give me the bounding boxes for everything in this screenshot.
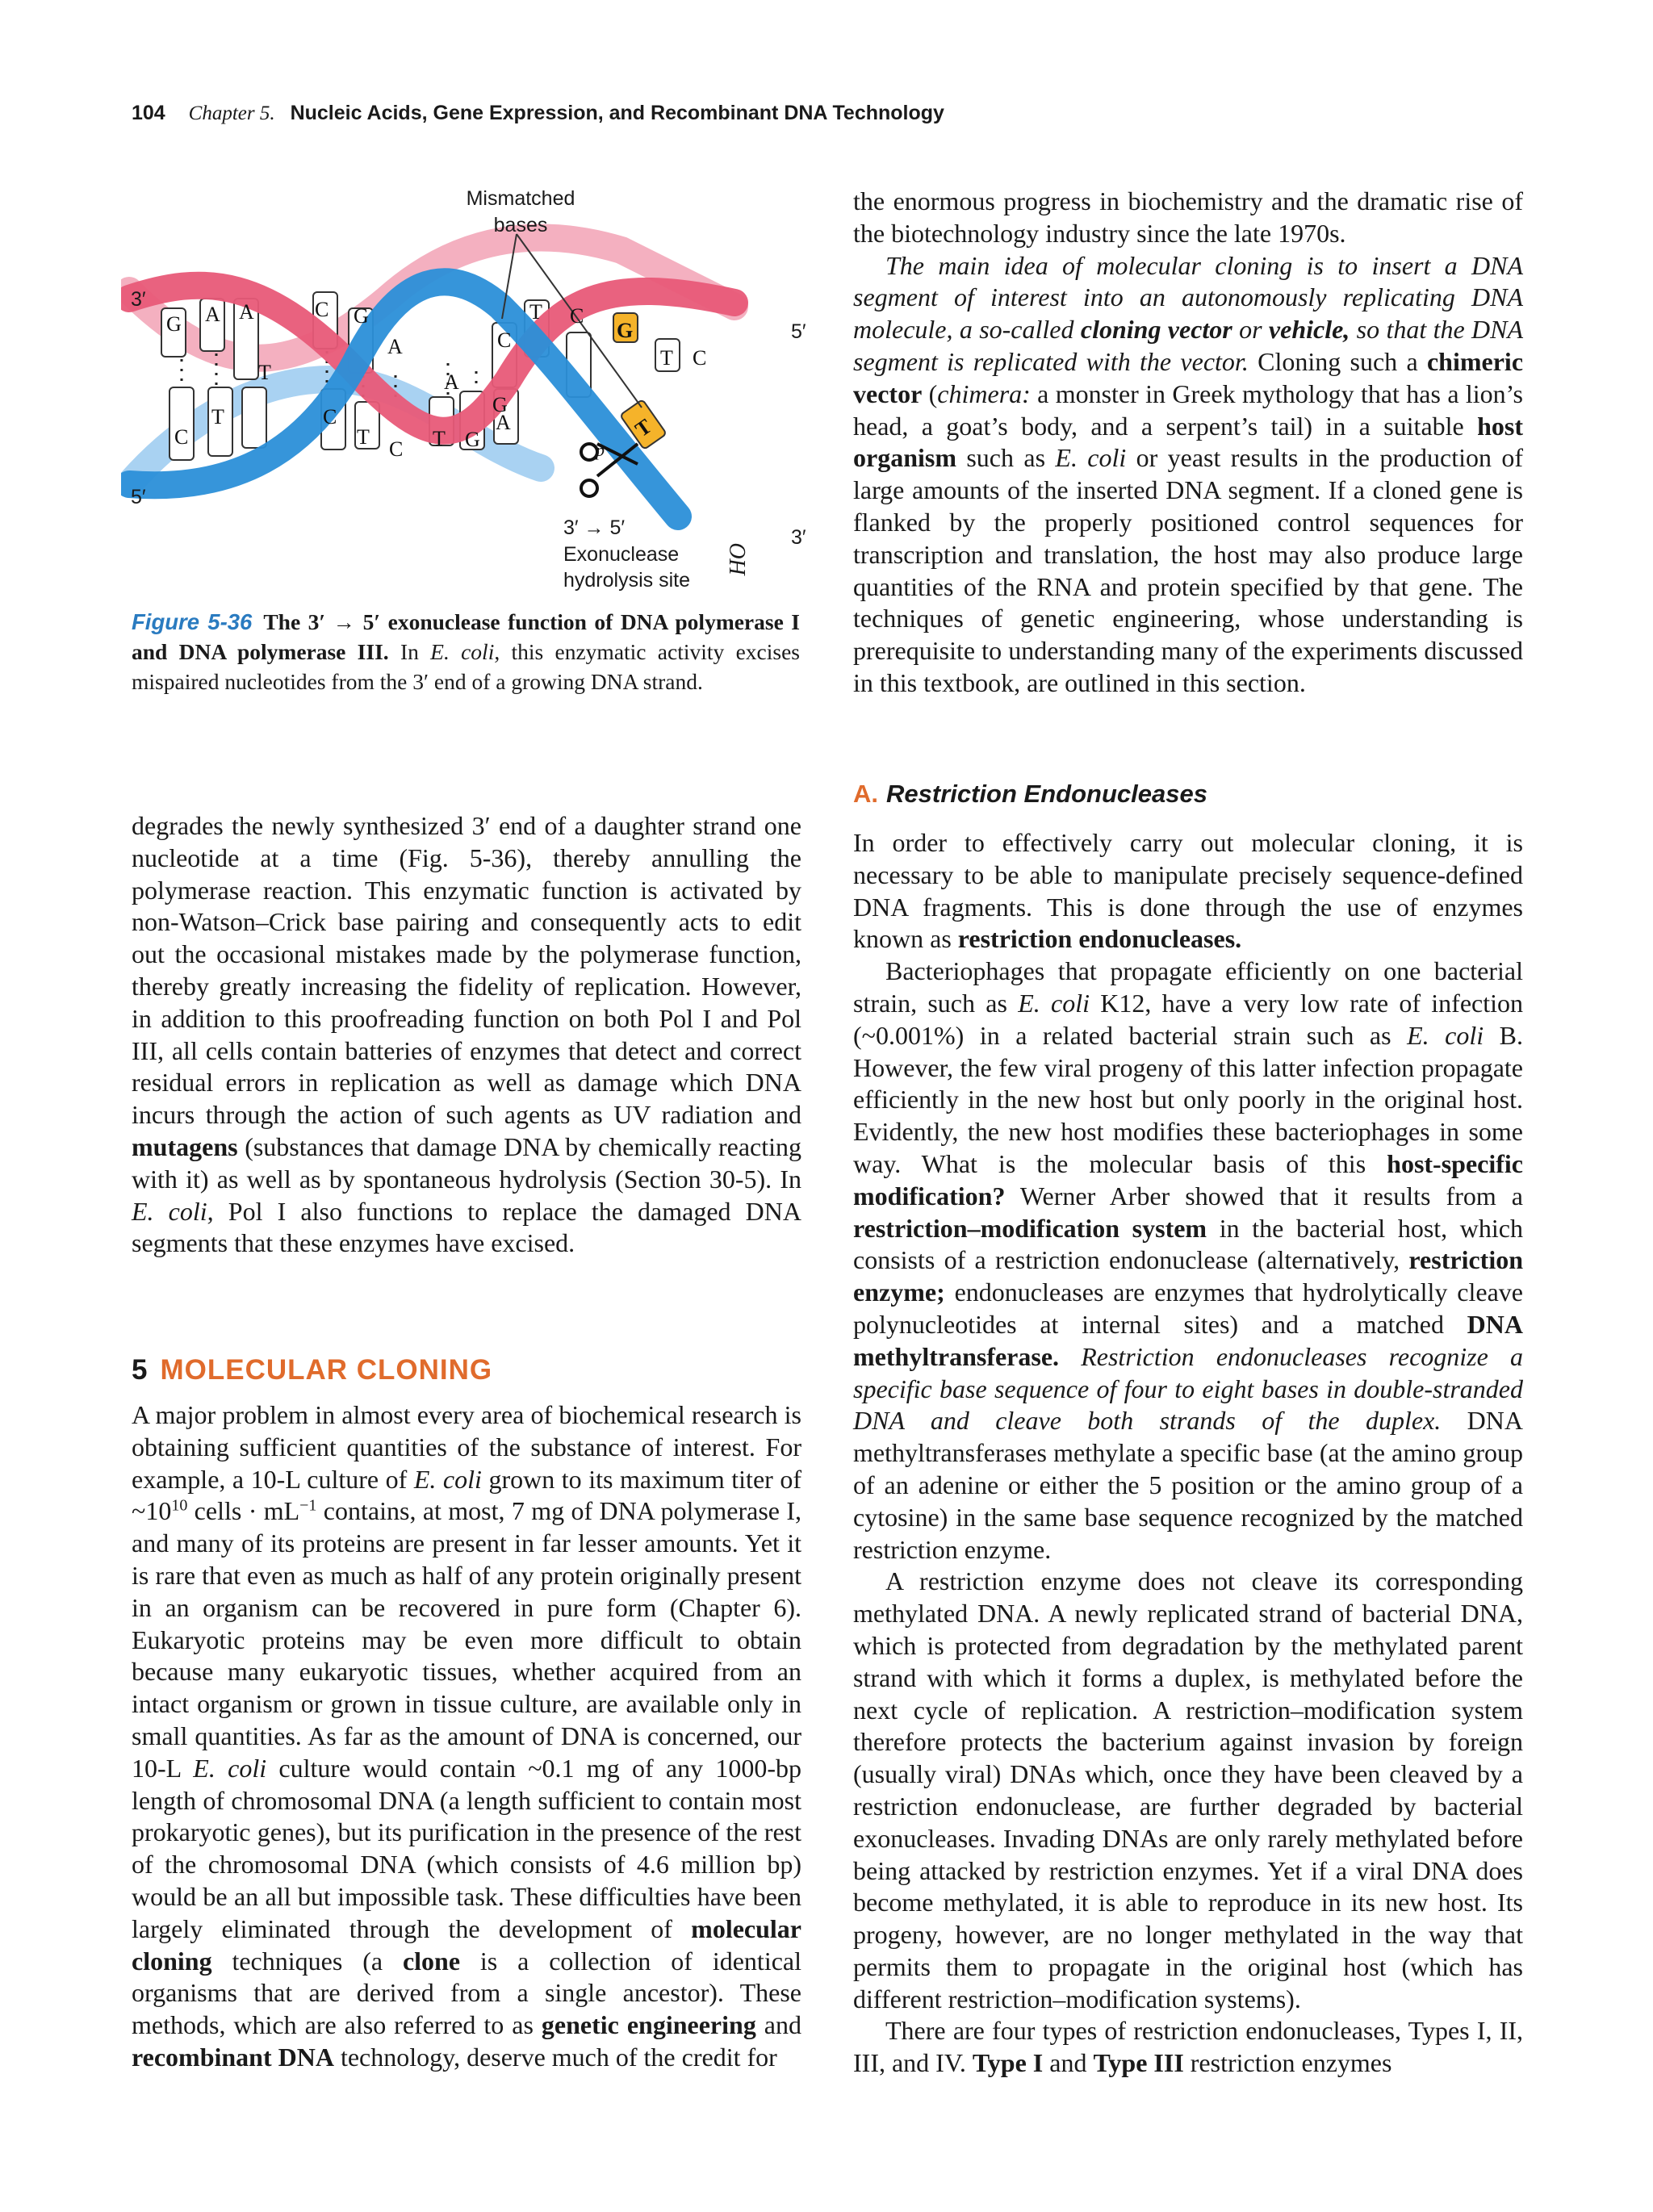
term: DNA methyltransferase.	[853, 1309, 1523, 1371]
body-text: In order to effectively carry out molecular cloning, it is necessary to be able to manipulate precisely sequence-defined DNA fragments. This is done through the use of enzymes known as	[853, 828, 1523, 954]
figure-caption	[132, 607, 800, 696]
dna-helix-diagram	[121, 178, 815, 613]
svg-text:T: T	[433, 427, 446, 450]
strand-end-bottom-right: 3′	[791, 526, 806, 549]
body-text: There are four types of restriction endonucleases, Types I, II, III, and IV.	[853, 2016, 1523, 2078]
svg-text:C: C	[389, 437, 404, 461]
term: Type III	[1093, 2048, 1184, 2078]
term: recombinant DNA	[132, 2042, 334, 2072]
body-text: Bacteriophages that propagate efficiently on one bacterial strain, such as	[853, 956, 1523, 1018]
svg-text:G: G	[166, 312, 182, 336]
svg-text:C: C	[174, 425, 189, 449]
superscript: 10	[171, 1496, 188, 1515]
strand-end-bottom-left: 5′	[131, 486, 146, 508]
body-text: Cloning such a	[1248, 346, 1427, 376]
body-text: contains, at most, 7 mg of DNA polymerase I, and many of its proteins are present in far lesser amounts. Yet it is rare that even as much as half of any protein originally present in an organism can be recovered in pure form (Chapter 6). Eukaryotic proteins may be even more difficult to obtain because many eukaryotic tissues, whether acquired from an intact organism or grown in tissue culture, are available only in small quantities. As far as the amount of DNA is concerned, our 10-L	[132, 1496, 801, 1783]
body-text: Werner Arber showed that it results from a	[1005, 1181, 1523, 1211]
organism: E. coli,	[132, 1196, 214, 1226]
section-heading	[132, 1354, 492, 1386]
caption-text: In	[388, 639, 431, 664]
body-text: techniques (a	[211, 1946, 403, 1976]
subsection-heading	[853, 780, 1207, 809]
svg-text:T: T	[660, 346, 673, 370]
svg-text:C: C	[693, 346, 707, 370]
body-paragraph	[853, 827, 1523, 955]
body-text: K12, have a very low rate of infection (~0.001%) in a related bacterial strain such as	[853, 988, 1524, 1050]
figure-number: Figure 5-36	[132, 609, 253, 634]
caption-text: , this enzymatic activity excises mispaired nucleotides from the 3′ end of a growing DNA strand.	[132, 639, 800, 694]
term: vehicle,	[1268, 315, 1350, 345]
term: Type I	[972, 2048, 1044, 2078]
right-column-intro	[853, 186, 1523, 700]
svg-text:G: G	[617, 319, 634, 342]
term: host organism	[853, 411, 1523, 473]
phosphate-label: p	[596, 440, 605, 460]
body-paragraph: A restriction enzyme does not cleave its corresponding methylated DNA. A newly replicated strand of bacterial DNA, which is protected from degradation by the methylated parent strand with which it forms a duplex, is methylated before the next cycle of replication. A restriction–modification system therefore protects the bacterium against invasion by foreign (usually viral) DNAs which, once they have been cleaved by a restriction endonuclease, are further degraded by bacterial exonucleases. Invading DNAs are only rarely methylated before being attacked by restriction enzymes. Yet if a viral DNA does become methylated, it is able to reproduce in its new host. Its progeny, however, are no longer methylated in the way that permits them to propagate in the original host (which has different restriction–modification systems).	[853, 1566, 1523, 2013]
body-text: cells · mL	[187, 1496, 300, 1526]
running-head	[132, 102, 944, 125]
chapter-title: Nucleic Acids, Gene Expression, and Recombinant DNA Technology	[290, 102, 944, 124]
body-text: is a collection of identical organisms that are derived from a single ancestor). These methods, which are also referred to as	[132, 1946, 802, 2040]
term: restriction enzyme;	[853, 1245, 1523, 1307]
body-text: degrades the newly synthesized 3′ end of a daughter strand one nucleotide at a time (Fig. 5-36), thereby annulling the polymerase reaction. This enzymatic function is activated by non-Watson–Crick base pairing and consequently acts to edit out the occasional mistakes made by the polymerase function, thereby greatly increasing the fidelity of replication. However, in addition to this proofreading function on both Pol I and Pol III, all cells contain batteries of enzymes that detect and correct residual errors in replication as well as damage which DNA incurs through the action of such agents as UV radiation and	[132, 811, 801, 1130]
organism: E. coli	[1018, 988, 1090, 1018]
body-text: and	[1043, 2048, 1094, 2078]
body-paragraph	[853, 2015, 1523, 2080]
organism: E. coli	[1407, 1020, 1484, 1050]
oh-group-label: HO	[726, 542, 751, 576]
superscript: −1	[299, 1496, 317, 1515]
term: genetic engineering	[541, 2010, 756, 2040]
body-text: such as	[956, 443, 1056, 473]
body-text: technology, deserve much of the credit for	[333, 2042, 777, 2072]
section-title: MOLECULAR CLONING	[160, 1354, 493, 1386]
term: mutagens	[132, 1131, 238, 1161]
body-text: a monster in Greek mythology that has a lion’s head, a goat’s body, and a serpent’s tail) in a suitable	[853, 378, 1524, 441]
body-text: DNA methyltransferases methylate a specific base (at the amino group of an adenine or either the 5 position or the amino group of a cytosine) in the same base sequence recognized by the matched restriction enzyme.	[853, 1406, 1523, 1564]
body-paragraph	[853, 955, 1523, 1566]
svg-text:T: T	[211, 405, 224, 429]
svg-text:A: A	[239, 300, 254, 324]
svg-text:A: A	[387, 335, 403, 358]
hydrolysis-site-text: hydrolysis site	[563, 569, 690, 592]
section-number: 5	[132, 1354, 148, 1386]
body-paragraph: the enormous progress in biochemistry and the dramatic rise of the biotechnology industry since the late 1970s.	[853, 186, 1523, 248]
subsection-letter: A.	[853, 780, 878, 808]
svg-text:C: C	[570, 304, 584, 328]
term: chimeric vector	[853, 346, 1524, 408]
svg-text:T: T	[529, 300, 542, 324]
svg-text:T: T	[357, 425, 370, 449]
term: cloning vector	[1080, 315, 1232, 345]
left-column-paragraph	[132, 810, 801, 1260]
figure-dna-exonuclease	[121, 178, 815, 613]
exonuclease-label	[563, 515, 701, 594]
caption-title: The 3′ → 5′ exonuclease function of DNA polymerase I and DNA polymerase III.	[132, 609, 800, 664]
molecular-cloning-paragraph	[132, 1399, 801, 2074]
svg-text:G: G	[465, 428, 480, 451]
term: restriction endonucleases.	[957, 924, 1242, 954]
svg-text:T: T	[258, 361, 271, 384]
term: host-specific modification?	[853, 1148, 1523, 1211]
body-text: (	[922, 378, 938, 408]
body-text: B. However, the few viral progeny of this latter infection propagate efficiently in the new host but only poorly in the original host. Evidently, the new host modifies these bacteriophages in some way. What is the molecular basis of this	[853, 1020, 1523, 1178]
emphasis: The main idea of molecular cloning is to insert a DNA segment of interest into an autonomously replicating DNA molecule, a so-called	[853, 250, 1523, 345]
term: molecular cloning	[132, 1913, 801, 1976]
chapter-label: Chapter 5.	[188, 102, 275, 124]
body-text: in the bacterial host, which consists of a restriction endonuclease (alternatively,	[853, 1213, 1524, 1275]
restriction-endonucleases-text	[853, 827, 1523, 2080]
emphasis: chimera:	[937, 378, 1031, 408]
body-text: or yeast results in the production of large amounts of the inserted DNA segment. If a cloned gene is flanked by the properly positioned control sequences for transcription and translation, the host may also produce large quantities of the RNA and protein specified by that gene. The techniques of genetic engineering, whose understanding is prerequisite to understanding many of the experiments discussed in this textbook, are outlined in this section.	[853, 443, 1524, 697]
svg-text:A: A	[496, 411, 511, 434]
body-paragraph	[853, 250, 1523, 700]
svg-text:C: C	[497, 328, 512, 352]
subsection-title: Restriction Endonucleases	[886, 780, 1207, 808]
page-number: 104	[132, 102, 165, 124]
term: restriction–modification system	[853, 1213, 1207, 1243]
caption-organism: E. coli	[430, 639, 495, 664]
svg-text:T: T	[630, 414, 656, 442]
svg-text:G: G	[354, 304, 369, 328]
mismatched-bases-label: Mismatched bases	[466, 187, 575, 236]
body-text: A major problem in almost every area of biochemical research is obtaining sufficient quantities of the substance of interest. For example, a 10-L culture of	[132, 1400, 801, 1494]
svg-text:A: A	[205, 303, 220, 326]
svg-text:C: C	[323, 405, 337, 429]
emphasis: Restriction endonucleases recognize a specific base sequence of four to eight bases in double-stranded DNA and cleave both strands of the duplex.	[853, 1341, 1523, 1436]
term: clone	[402, 1946, 461, 1976]
organism: E. coli	[413, 1464, 482, 1494]
body-text: grown to its maximum titer of ~10	[132, 1464, 802, 1526]
strand-end-top-right: 5′	[791, 320, 806, 343]
svg-text:G: G	[492, 393, 508, 416]
body-text: Pol I also functions to replace the damaged DNA segments that these enzymes have excised.	[132, 1196, 802, 1258]
svg-text:A: A	[444, 370, 459, 394]
body-text: and	[755, 2010, 802, 2040]
body-text: endonucleases are enzymes that hydrolytically cleave polynucleotides at internal sites) and a matched	[853, 1277, 1523, 1339]
organism: E. coli	[1055, 443, 1127, 473]
organism: E. coli	[193, 1753, 267, 1783]
emphasis: so that the DNA segment is replicated with the vector.	[853, 315, 1524, 376]
exonuclease-text: Exonuclease	[563, 542, 680, 566]
exonuclease-direction: 3′ → 5′	[563, 516, 626, 539]
svg-text:C: C	[315, 298, 329, 321]
body-text: (substances that damage DNA by chemically reacting with it) as well as by spontaneous hydrolysis (Section 30-5). In	[132, 1131, 801, 1194]
emphasis: or	[1232, 315, 1269, 345]
strand-end-top-left: 3′	[131, 288, 146, 311]
body-text: culture would contain ~0.1 mg of any 1000-bp length of chromosomal DNA (a length sufficient to contain most prokaryotic genes), but its purification in the presence of the rest of the chromosomal DNA (which consists of 4.6 million bp) would be an all but impossible task. These difficulties have been largely eliminated through the development of	[132, 1753, 802, 1943]
body-text: restriction enzymes	[1183, 2048, 1392, 2078]
